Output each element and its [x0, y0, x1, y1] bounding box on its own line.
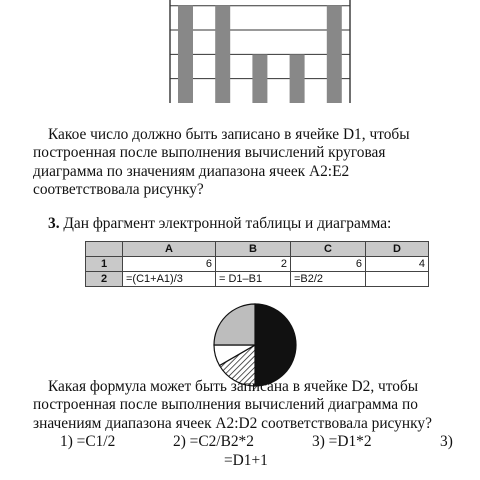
- bar: [327, 6, 342, 103]
- cell-a2: =(C1+A1)/3: [123, 272, 216, 287]
- bar-chart: [160, 0, 360, 104]
- question-1-line-2: построенная после выполнения вычислений круговая: [33, 144, 386, 162]
- corner-cell: [86, 242, 123, 257]
- spreadsheet-table: [85, 241, 429, 287]
- table-row: [86, 257, 429, 272]
- table-header-row: [86, 242, 429, 257]
- option-3: 3) =D1*2: [312, 433, 372, 450]
- column-header-a: A: [123, 242, 216, 257]
- row-header-2: 2: [86, 272, 123, 287]
- pie-slice-dark: [255, 304, 296, 386]
- cell-c1: 6: [291, 257, 366, 272]
- question-1-line-4: соответствовала рисунку?: [33, 181, 204, 199]
- question-2-line-2: построенная после выполнения вычислений диаграмма по: [33, 396, 418, 414]
- question-1-line-3: диаграмма по значениям диапазона ячеек А2:Е2: [33, 162, 350, 180]
- row-header-1: 1: [86, 257, 123, 272]
- option-4-number: 3): [440, 433, 453, 450]
- column-header-c: C: [291, 242, 366, 257]
- bar: [215, 6, 230, 103]
- bar: [178, 6, 193, 103]
- question-2-line-3: значениям диапазона ячеек А2:D2 соответствовала рисунку?: [33, 414, 432, 432]
- column-header-d: D: [366, 242, 429, 257]
- option-4-text: =D1+1: [224, 452, 268, 469]
- cell-d1: 4: [366, 257, 429, 272]
- cell-c2: =B2/2: [291, 272, 366, 287]
- question-2-line-1: Какая формула может быть записана в ячейке D2, чтобы: [48, 378, 419, 395]
- table-row: [86, 272, 429, 287]
- answer-options: [60, 433, 470, 473]
- question-1-line-1: Какое число должно быть записано в ячейке D1, чтобы: [48, 126, 410, 143]
- cell-b2: = D1–B1: [216, 272, 291, 287]
- pie-slice-gray: [214, 304, 255, 345]
- column-header-b: B: [216, 242, 291, 257]
- task-3-text: Дан фрагмент электронной таблицы и диаграмма:: [63, 215, 392, 232]
- cell-b1: 2: [216, 257, 291, 272]
- option-1: 1) =С1/2: [60, 433, 116, 450]
- question-1: [33, 126, 468, 200]
- task-3-heading: [48, 215, 468, 233]
- pie-chart: [212, 302, 298, 388]
- question-2: [33, 378, 478, 433]
- task-3-number: 3.: [48, 215, 60, 232]
- bar: [252, 54, 267, 103]
- cell-d2: [366, 272, 429, 287]
- bar: [290, 54, 305, 103]
- option-2: 2) =С2/В2*2: [173, 433, 254, 450]
- cell-a1: 6: [123, 257, 216, 272]
